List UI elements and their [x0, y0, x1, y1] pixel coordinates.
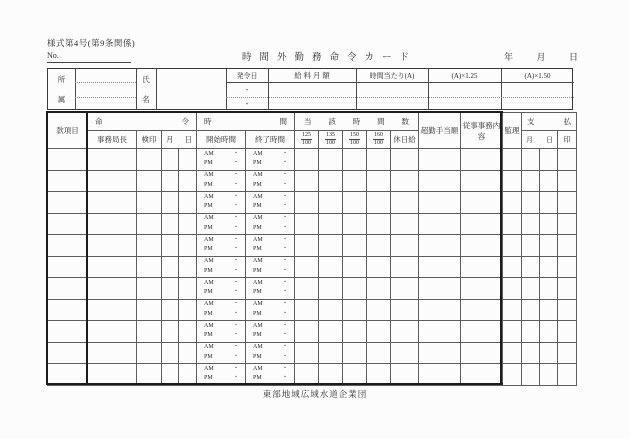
start-time-cell: AM ・ PM ・	[197, 342, 246, 364]
stamp-cell	[137, 321, 162, 343]
payment-month-cell	[522, 256, 540, 278]
order-month-cell	[162, 213, 179, 235]
payment-day-cell	[540, 213, 558, 235]
account-item-cell	[48, 149, 88, 171]
table-row	[48, 364, 577, 386]
seal-cell	[558, 364, 577, 386]
no-label: No.	[47, 51, 59, 60]
stamp-cell	[137, 342, 162, 364]
table-row	[48, 299, 577, 321]
hours-150-cell	[343, 278, 367, 300]
order-month-cell	[162, 192, 179, 214]
payment-month-cell	[522, 192, 540, 214]
payment-day-cell	[540, 256, 558, 278]
end-time-header: 終了時間	[246, 131, 295, 149]
rate-135-100-header: $\frac{135}{100}$	[319, 131, 343, 149]
end-time-cell: AM ・ PM ・	[246, 342, 295, 364]
director-cell	[88, 342, 137, 364]
payment-month-cell	[522, 299, 540, 321]
payment-day-cell	[540, 299, 558, 321]
hours-125-cell	[295, 299, 319, 321]
duty-description-cell	[461, 192, 503, 214]
duty-description-cell	[461, 149, 503, 171]
holiday-pay-cell	[391, 364, 419, 386]
payment-day-cell	[540, 170, 558, 192]
hours-125-cell	[295, 278, 319, 300]
payment-day-cell	[540, 342, 558, 364]
duty-description-cell	[461, 213, 503, 235]
hours-135-cell	[319, 278, 343, 300]
time-group-header: 時 間	[197, 113, 295, 131]
account-item-cell	[48, 170, 88, 192]
inspection-cell	[503, 170, 522, 192]
holiday-pay-cell	[391, 342, 419, 364]
hours-150-cell	[343, 256, 367, 278]
hours-125-cell	[295, 170, 319, 192]
order-month-cell	[162, 278, 179, 300]
overtime-record-table	[47, 112, 577, 386]
stamp-cell	[137, 364, 162, 386]
order-month-cell	[162, 299, 179, 321]
thick-border-right	[500, 111, 502, 385]
overtime-amount-cell	[419, 149, 461, 171]
payment-month-cell	[522, 170, 540, 192]
end-time-cell: AM ・ PM ・	[246, 149, 295, 171]
payment-month-cell	[522, 278, 540, 300]
end-time-cell: AM ・ PM ・	[246, 213, 295, 235]
table-row	[48, 235, 577, 257]
hours-group-header: 当 該 時 間 数	[295, 113, 419, 131]
duty-description-cell	[461, 364, 503, 386]
inspection-cell	[503, 321, 522, 343]
end-time-cell: AM ・ PM ・	[246, 364, 295, 386]
order-day-cell	[179, 235, 197, 257]
payment-month-cell	[522, 235, 540, 257]
order-month-cell	[162, 170, 179, 192]
thick-border-top	[46, 111, 503, 113]
affiliation-label: 所 属	[57, 74, 66, 104]
start-time-cell: AM ・ PM ・	[197, 278, 246, 300]
payment-month-cell	[522, 364, 540, 386]
hours-135-cell	[319, 149, 343, 171]
overtime-amount-cell	[419, 278, 461, 300]
inspection-cell	[503, 192, 522, 214]
start-time-cell: AM ・ PM ・	[197, 235, 246, 257]
thick-border-left	[46, 111, 48, 385]
seal-cell	[558, 213, 577, 235]
director-cell	[88, 192, 137, 214]
hours-150-cell	[343, 364, 367, 386]
order-month-cell	[162, 364, 179, 386]
rate-150-label: (A)×1.50	[524, 71, 551, 80]
hours-150-cell	[343, 321, 367, 343]
holiday-pay-cell	[391, 321, 419, 343]
organization-name: 東部地域広域水道企業団	[262, 389, 368, 399]
account-item-cell	[48, 299, 88, 321]
inspection-cell	[503, 278, 522, 300]
duty-description-cell	[461, 342, 503, 364]
hours-135-cell	[319, 235, 343, 257]
order-month-day-header: 月 日	[162, 131, 197, 149]
holiday-pay-cell	[391, 256, 419, 278]
inspection-header: 監理	[503, 113, 522, 149]
director-header: 事務局長	[88, 131, 137, 149]
hours-125-cell	[295, 235, 319, 257]
hours-135-cell	[319, 213, 343, 235]
holiday-pay-cell	[391, 278, 419, 300]
inspection-cell	[503, 213, 522, 235]
table-row	[48, 149, 577, 171]
hours-160-cell	[367, 213, 391, 235]
start-time-cell: AM ・ PM ・	[197, 213, 246, 235]
director-cell	[88, 170, 137, 192]
table-row	[48, 192, 577, 214]
order-day-cell	[179, 299, 197, 321]
hours-150-cell	[343, 299, 367, 321]
duty-description-cell	[461, 256, 503, 278]
start-time-cell: AM ・ PM ・	[197, 321, 246, 343]
account-item-cell	[48, 192, 88, 214]
table-row	[48, 213, 577, 235]
order-date-row1: ・	[243, 85, 251, 94]
order-day-cell	[179, 364, 197, 386]
hours-150-cell	[343, 149, 367, 171]
hours-135-cell	[319, 364, 343, 386]
payment-day-cell	[540, 235, 558, 257]
writing-line	[75, 97, 136, 98]
end-time-cell: AM ・ PM ・	[246, 299, 295, 321]
director-cell	[88, 278, 137, 300]
duty-description-cell	[461, 170, 503, 192]
overtime-amount-cell	[419, 321, 461, 343]
director-cell	[88, 364, 137, 386]
order-day-cell	[179, 321, 197, 343]
form-number: 様式第4号(第9条関係)	[47, 38, 136, 48]
hours-125-cell	[295, 256, 319, 278]
stamp-cell	[137, 235, 162, 257]
hours-135-cell	[319, 192, 343, 214]
director-cell	[88, 149, 137, 171]
order-day-cell	[179, 213, 197, 235]
stamp-cell	[137, 299, 162, 321]
account-item-cell	[48, 256, 88, 278]
director-cell	[88, 213, 137, 235]
order-month-cell	[162, 149, 179, 171]
table-row	[48, 278, 577, 300]
end-time-cell: AM ・ PM ・	[246, 256, 295, 278]
order-day-cell	[179, 192, 197, 214]
overtime-amount-cell	[419, 170, 461, 192]
hours-125-cell	[295, 321, 319, 343]
inspection-cell	[503, 149, 522, 171]
writing-line	[75, 82, 136, 83]
table-row	[48, 256, 577, 278]
holiday-pay-cell	[391, 149, 419, 171]
seal-cell	[558, 342, 577, 364]
order-group-header: 命 令	[88, 113, 197, 131]
overtime-amount-cell	[419, 235, 461, 257]
inspection-cell	[503, 364, 522, 386]
rate-125-100-header: $\frac{125}{100}$	[295, 131, 319, 149]
holiday-pay-cell	[391, 170, 419, 192]
account-item-cell	[48, 321, 88, 343]
page-title: 時間外勤務命令カード	[242, 53, 418, 63]
duty-description-cell	[461, 235, 503, 257]
day-label: 日	[568, 52, 578, 62]
stamp-cell	[137, 278, 162, 300]
director-cell	[88, 256, 137, 278]
payment-day-cell	[540, 149, 558, 171]
hours-125-cell	[295, 192, 319, 214]
table-row	[48, 170, 577, 192]
hours-125-cell	[295, 342, 319, 364]
overtime-amount-cell	[419, 213, 461, 235]
duty-description-cell	[461, 321, 503, 343]
hours-135-cell	[319, 321, 343, 343]
date-header	[504, 50, 578, 63]
order-month-cell	[162, 256, 179, 278]
order-day-cell	[179, 342, 197, 364]
account-item-header: 款項目	[48, 113, 88, 149]
hours-160-cell	[367, 256, 391, 278]
start-time-cell: AM ・ PM ・	[197, 149, 246, 171]
rate-150-100-header: $\frac{150}{100}$	[343, 131, 367, 149]
overtime-amount-cell	[419, 299, 461, 321]
start-time-cell: AM ・ PM ・	[197, 192, 246, 214]
inspection-cell	[503, 256, 522, 278]
rate-125-label: (A)×1.25	[451, 71, 478, 80]
duty-description-cell	[461, 278, 503, 300]
overtime-amount-cell	[419, 364, 461, 386]
holiday-pay-cell	[391, 213, 419, 235]
hours-150-cell	[343, 235, 367, 257]
order-day-cell	[179, 278, 197, 300]
order-day-cell	[179, 256, 197, 278]
hours-160-cell	[367, 278, 391, 300]
start-time-cell: AM ・ PM ・	[197, 256, 246, 278]
employee-info-table	[47, 68, 573, 110]
divider	[75, 69, 76, 109]
seal-cell	[558, 170, 577, 192]
stamp-cell	[137, 256, 162, 278]
holiday-pay-header: 休日給	[391, 131, 419, 149]
hours-135-cell	[319, 256, 343, 278]
stamp-cell	[137, 192, 162, 214]
holiday-pay-cell	[391, 299, 419, 321]
payment-month-cell	[522, 321, 540, 343]
stamp-cell	[137, 170, 162, 192]
hours-160-cell	[367, 149, 391, 171]
inspection-cell	[503, 299, 522, 321]
stamp-header: 検印	[137, 131, 162, 149]
start-time-cell: AM ・ PM ・	[197, 299, 246, 321]
order-date-label: 発令日	[236, 71, 258, 80]
order-month-cell	[162, 235, 179, 257]
seal-cell	[558, 299, 577, 321]
hours-160-cell	[367, 170, 391, 192]
end-time-cell: AM ・ PM ・	[246, 235, 295, 257]
order-month-cell	[162, 321, 179, 343]
start-time-cell: AM ・ PM ・	[197, 364, 246, 386]
overtime-amount-header: 超勤手当額	[419, 113, 461, 149]
hours-160-cell	[367, 342, 391, 364]
hours-125-cell	[295, 364, 319, 386]
stamp-cell	[137, 213, 162, 235]
end-time-cell: AM ・ PM ・	[246, 321, 295, 343]
hours-160-cell	[367, 192, 391, 214]
seal-cell	[558, 278, 577, 300]
holiday-pay-cell	[391, 235, 419, 257]
payment-day-cell	[540, 321, 558, 343]
payment-day-cell	[540, 364, 558, 386]
dotted-divider	[226, 97, 574, 98]
year-label: 年	[504, 52, 514, 62]
divider	[226, 82, 574, 83]
seal-cell	[558, 192, 577, 214]
seal-cell	[558, 256, 577, 278]
inspection-cell	[503, 342, 522, 364]
end-time-cell: AM ・ PM ・	[246, 170, 295, 192]
hours-160-cell	[367, 321, 391, 343]
payment-group-header: 支 払	[522, 113, 577, 131]
hours-160-cell	[367, 299, 391, 321]
payment-day-cell	[540, 192, 558, 214]
hours-125-cell	[295, 213, 319, 235]
hours-150-cell	[343, 170, 367, 192]
order-date-row2: ・	[243, 100, 251, 108]
table-row	[48, 342, 577, 364]
overtime-amount-cell	[419, 256, 461, 278]
holiday-pay-cell	[391, 192, 419, 214]
inspection-cell	[503, 235, 522, 257]
overtime-amount-cell	[419, 342, 461, 364]
order-day-cell	[179, 149, 197, 171]
thick-border-account-col	[86, 111, 88, 385]
rate-160-100-header: $\frac{160}{100}$	[367, 131, 391, 149]
hours-150-cell	[343, 342, 367, 364]
seal-cell	[558, 149, 577, 171]
hours-160-cell	[367, 235, 391, 257]
seal-cell	[558, 235, 577, 257]
hours-150-cell	[343, 213, 367, 235]
hours-150-cell	[343, 192, 367, 214]
account-item-cell	[48, 235, 88, 257]
director-cell	[88, 299, 137, 321]
duty-description-header: 従事事務内容	[461, 113, 503, 149]
table-row	[48, 321, 577, 343]
duty-description-cell	[461, 299, 503, 321]
payment-month-cell	[522, 342, 540, 364]
start-time-header: 開始時間	[197, 131, 246, 149]
account-item-cell	[48, 342, 88, 364]
hours-135-cell	[319, 299, 343, 321]
no-field	[47, 51, 131, 63]
director-cell	[88, 235, 137, 257]
director-cell	[88, 321, 137, 343]
name-label: 氏 名	[142, 74, 150, 104]
end-time-cell: AM ・ PM ・	[246, 278, 295, 300]
month-label: 月	[536, 52, 546, 62]
order-day-cell	[179, 170, 197, 192]
start-time-cell: AM ・ PM ・	[197, 170, 246, 192]
seal-header: 印	[558, 131, 577, 149]
payment-month-cell	[522, 213, 540, 235]
order-month-cell	[162, 342, 179, 364]
stamp-cell	[137, 149, 162, 171]
account-item-cell	[48, 278, 88, 300]
end-time-cell: AM ・ PM ・	[246, 192, 295, 214]
payment-day-cell	[540, 278, 558, 300]
hours-135-cell	[319, 170, 343, 192]
hours-160-cell	[367, 364, 391, 386]
salary-label: 給 料 月 額	[294, 71, 330, 80]
account-item-cell	[48, 213, 88, 235]
seal-cell	[558, 321, 577, 343]
thick-border-bottom	[46, 383, 503, 385]
account-item-cell	[48, 364, 88, 386]
payment-month-cell	[522, 149, 540, 171]
hours-135-cell	[319, 342, 343, 364]
divider	[156, 69, 157, 109]
payment-month-day-header: 月 日	[522, 131, 558, 149]
hours-125-cell	[295, 149, 319, 171]
hourly-rate-label: 時間当たり(A)	[369, 71, 415, 80]
overtime-amount-cell	[419, 192, 461, 214]
